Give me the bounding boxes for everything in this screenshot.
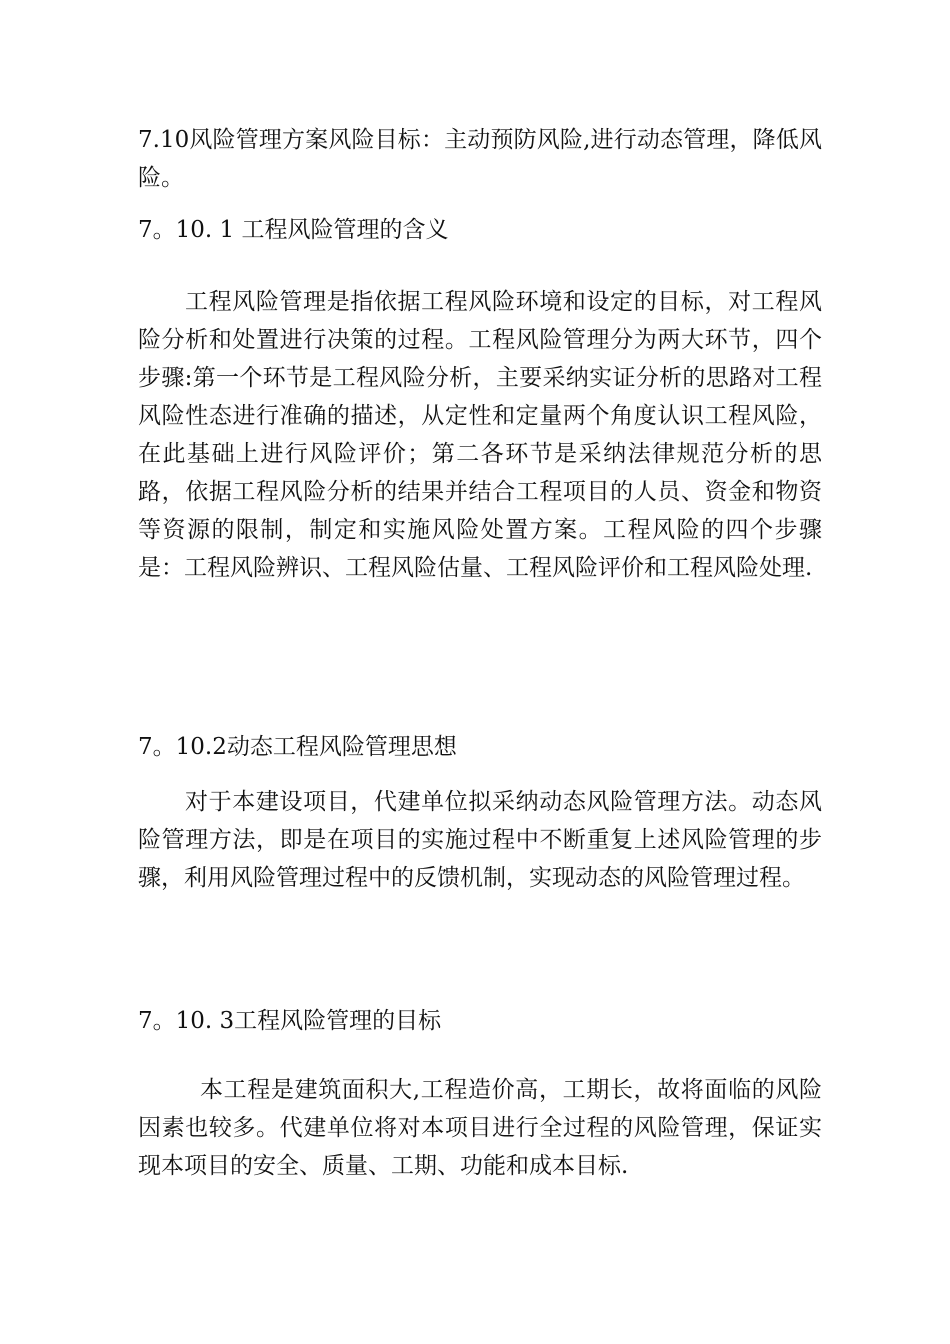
paragraph-risk-management-goal: 本工程是建筑面积大,工程造价高，工期长，故将面临的风险因素也较多。代建单位将对本项目进行全过程的风险管理，保证实现本项目的安全、质量、工期、功能和成本目标. bbox=[138, 1077, 822, 1179]
section-heading-7-10-3: 7。10. 3工程风险管理的目标 bbox=[138, 1008, 442, 1034]
section-heading-7-10: 7.10风险管理方案风险目标：主动预防风险,进行动态管理，降低风险。 bbox=[138, 127, 822, 191]
paragraph-risk-management-meaning: 工程风险管理是指依据工程风险环境和设定的目标，对工程风险分析和处置进行决策的过程。工程风险管理分为两大环节，四个步骤:第一个环节是工程风险分析，主要采纳实证分析的思路对工程风险性态进行准确的描述，从定性和定量两个角度认识工程风险，在此基础上进行风险评价；第二各环节是采纳法律规范分析的思路，依据工程风险分析的结果并结合工程项目的人员、资金和物资等资源的限制，制定和实施风险处置方案。工程风险的四个步骤是：工程风险辨识、工程风险估量、工程风险评价和工程风险处理. bbox=[138, 289, 822, 581]
section-heading-7-10-2: 7。10.2动态工程风险管理思想 bbox=[138, 734, 457, 760]
paragraph-dynamic-risk-management: 对于本建设项目，代建单位拟采纳动态风险管理方法。动态风险管理方法，即是在项目的实施过程中不断重复上述风险管理的步骤，利用风险管理过程中的反馈机制，实现动态的风险管理过程。 bbox=[138, 789, 822, 891]
section-heading-7-10-1: 7。10. 1 工程风险管理的含义 bbox=[138, 217, 449, 243]
